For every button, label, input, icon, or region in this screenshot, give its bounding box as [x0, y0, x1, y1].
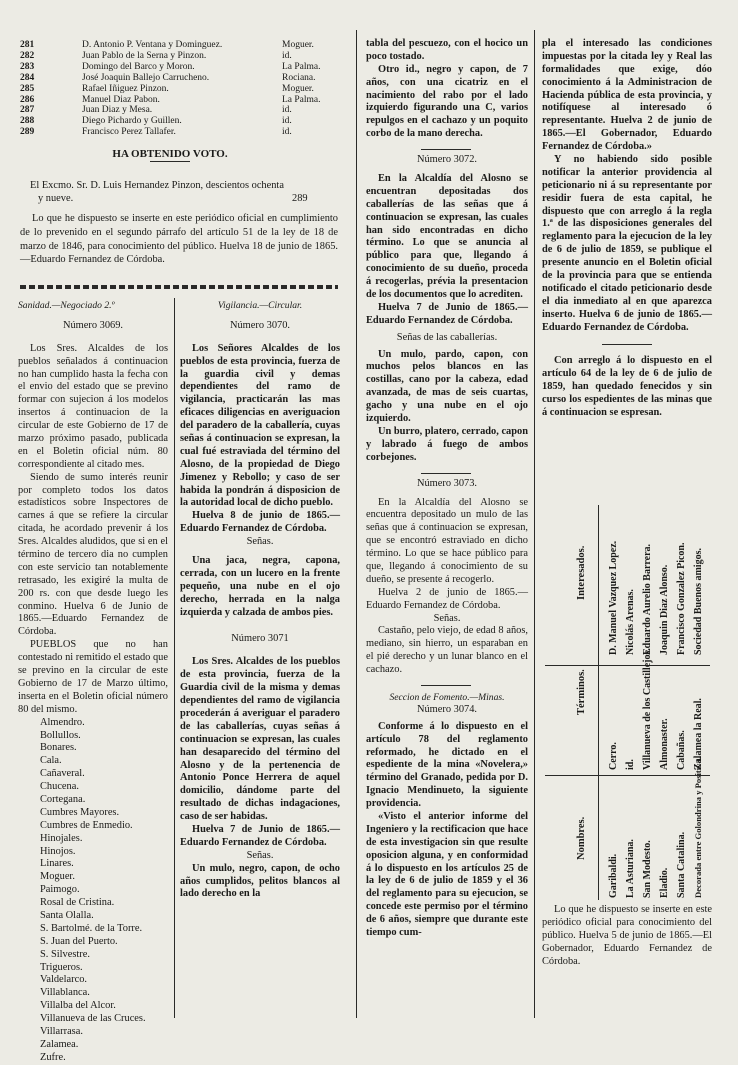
notice-paragraph: Castaño, pelo viejo, de edad 8 años, mediano, sin hierro, un esparaban en el pié derecho y un lunar blanco en el cachazo.	[366, 625, 528, 676]
list-item-name: Juan Pablo de la Serna y Pinzon.	[82, 50, 207, 61]
town-name: Santa Olalla.	[40, 909, 94, 921]
list-item-number: 287	[20, 105, 35, 116]
table-cell-interesado: Eduardo Aurelio Barrera.	[642, 543, 653, 655]
vote-line-1: El Excmo. Sr. D. Luis Hernandez Pinzon, descientos ochenta	[30, 180, 284, 191]
vote-paragraph: Lo que he dispuesto se inserte en este periódico oficial en cumplimiento de lo prevenido en el segundo párrafo del artículo 51 de la ley de 18 de marzo de 1846, para conocimiento del público. Huelva 18 de junio de 1865.—Eduardo Fernandez de Córdoba.	[20, 213, 338, 266]
list-item-town: Rociana.	[282, 72, 316, 83]
notice-paragraph: Otro id., negro y capon, de 7 años, con una cicatriz en el nacimiento del rabo por el lado izquierdo figurando una C, varios repulgos en el cachazo y un poquito corbo de la mano derecha.	[366, 63, 528, 140]
list-item	[20, 105, 320, 116]
notice-paragraph: Conforme á lo dispuesto en el artículo 78 del reglamento reformado, he dictado en el espediente de la mina «Novelera,» término del Granado, pedida por D. Ignacio Mendinueto, la siguiente providencia.	[366, 720, 528, 810]
list-item-number: 289	[20, 127, 35, 138]
town-name: S. Silvestre.	[40, 948, 90, 960]
table-cell-nombre: Eladio.	[659, 867, 670, 898]
list-item-name: Manuel Diaz Pabon.	[82, 94, 160, 105]
table-cell-nombre: Garibaldi.	[608, 853, 619, 898]
list-item-name: Diego Pichardo y Guillen.	[82, 116, 182, 127]
notice-number: Número 3071	[231, 633, 289, 645]
divider	[150, 161, 190, 162]
notice-paragraph: «Visto el anterior informe del Ingeniero y la rectificacion que hace de esta investigacion sin que resulte oposicion alguna, y en conformidad á lo dispuesto en los artículos 25 de la ley de 6 de julio de 1859 y el 36 del reglamento para su ejecucion, se concede este permiso por el término de 6 años, siempre que durante este tiempo cum-	[366, 810, 528, 938]
section-label: Sanidad.—Negociado 2.º	[18, 300, 115, 311]
notice-signature: Huelva 2 de junio de 1865.—Eduardo Fernandez de Córdoba.	[366, 586, 528, 611]
list-item-town: La Palma.	[282, 61, 321, 72]
notice-paragraph: Con arreglo á lo dispuesto en el artículo 64 de la ley de 6 de julio de 1859, han quedado fenecidos y sin curso los espedientes de las minas que á continuacion se espresan.	[542, 355, 712, 419]
senas-label: Señas.	[246, 849, 274, 861]
notice-paragraph: En la Alcaldía del Alosno se encuentran depositadas dos caballerías de las señas que á continuacion se expresan, las cuales han sido encontradas en dicho término. Lo que se anuncia al público para que, llegando á conocimiento de su dueño, proceda á recogerlas, prévia la presentacion de los documentos que lo acrediten.	[366, 173, 528, 301]
town-name: Valdelarco.	[40, 974, 88, 986]
notice-paragraph: Un mulo, pardo, capon, con muchos pelos blancos en las costillas, cano por la cabeza, edad avanzada, de mas de seis cuartas, gacho y una nube en el ojo izquierdo.	[366, 348, 528, 425]
notice-paragraph: En la Alcaldía del Alosno se encuentra depositado un mulo de las señas que á continuacion se expresan, que se encontró estraviado en dicho término. Lo que se hace público para que, llegando á conocimiento de su dueño, se presente á recogerlo.	[366, 496, 528, 585]
town-name: Paimogo.	[40, 884, 80, 896]
vote-heading: HA OBTENIDO VOTO.	[112, 148, 228, 160]
list-item	[20, 84, 320, 95]
town-name: Bonares.	[40, 742, 77, 754]
divider	[421, 685, 471, 686]
table-cell-termino: Cabañas.	[676, 730, 687, 770]
list-item-number: 283	[20, 61, 35, 72]
divider	[421, 473, 471, 474]
list-item-town: id.	[282, 127, 292, 138]
town-name: Trigueros.	[40, 961, 83, 973]
town-name: Rosal de Cristina.	[40, 897, 115, 909]
column-3	[366, 38, 528, 940]
notice-number: Número 3074.	[416, 703, 478, 715]
notice-paragraph: Un mulo, negro, capon, de ocho años cumplidos, pelitos blancos al lado derecho en la	[180, 862, 340, 900]
notice-signature: Huelva 7 de Junio de 1865.—Eduardo Fernandez de Córdoba.	[366, 301, 528, 326]
list-item-town: id.	[282, 105, 292, 116]
notice-number: Número 3070.	[229, 319, 291, 331]
town-name: Villarrasa.	[40, 1025, 83, 1037]
notice-paragraph: tabla del pescuezo, con el hocico un poco tostado.	[366, 38, 528, 62]
table-header-nombres: Nombres.	[576, 816, 587, 860]
table-cell-interesado: Nicolás Arenas.	[625, 589, 636, 655]
list-item-town: id.	[282, 50, 292, 61]
senas-label: Señas.	[246, 536, 274, 548]
column-4-footer	[542, 904, 712, 968]
list-item	[20, 73, 320, 84]
list-item-town: id.	[282, 116, 292, 127]
town-name: Villablanca.	[40, 987, 90, 999]
towns-list	[18, 717, 168, 1065]
list-item-name: Rafael Iñiguez Pinzon.	[82, 83, 169, 94]
table-header-interesados: Interesados.	[576, 545, 587, 600]
notice-paragraph: Lo que he dispuesto se inserte en este periódico oficial para conocimiento del público. Huelva 5 de junio de 1865.—El Gobernador, Eduardo Fernandez de Córdoba.	[542, 904, 712, 967]
column-rule	[534, 30, 535, 1018]
table-cell-nombre: San Modesto.	[642, 840, 653, 898]
town-name: Villanueva de las Cruces.	[40, 1013, 146, 1025]
list-item-number: 282	[20, 50, 35, 61]
list-item	[20, 127, 320, 138]
town-name: Cortegana.	[40, 793, 86, 805]
list-item-name: José Joaquin Ballejo Carrucheno.	[82, 72, 210, 83]
town-name: Chucena.	[40, 781, 79, 793]
notice-paragraph: pla el interesado las condiciones impuestas por la citada ley y Real las formalidades que exige, dóo conocimiento á la Administracion de Hacienda pública de esta provincia, y notifíquese al interesado ó representante. Huelva 2 de junio de 1865.—El Gobernador, Eduardo Fernandez de Córdoba.»	[542, 38, 712, 153]
town-name: Hinojos.	[40, 845, 76, 857]
town-name: Villalba del Alcor.	[40, 1000, 116, 1012]
list-item-name: Juan Diaz y Mesa.	[82, 105, 153, 116]
section-label: Vigilancia.—Circular.	[217, 300, 303, 311]
notice-number: Número 3069.	[62, 319, 124, 331]
town-name: Zufre.	[40, 1051, 66, 1063]
senas-label: Señas de las caballerías.	[396, 331, 498, 343]
notice-number: Número 3073.	[416, 477, 478, 489]
town-name: Cumbres de Enmedio.	[40, 819, 133, 831]
town-name: S. Juan del Puerto.	[40, 935, 118, 947]
senas-label: Señas.	[433, 612, 461, 624]
notice-signature: Huelva 8 de junio de 1865.—Eduardo Fernandez de Córdoba.	[180, 510, 340, 535]
list-item-town: La Palma.	[282, 94, 321, 105]
list-item-town: Moguer.	[282, 40, 314, 50]
column-4	[542, 38, 712, 420]
list-item	[20, 40, 320, 51]
table-cell-interesado: Joaquin Diaz Alonso.	[659, 564, 670, 655]
notice-paragraph: PUEBLOS que no han contestado ni remitido el estado que se previno en la circular de este Gobierno de 17 de Marzo último, inserta en el Boletin oficial número 80 del mismo.	[18, 639, 168, 715]
column-rule	[356, 30, 357, 1018]
column-rule	[174, 298, 175, 1018]
table-cell-termino: Villanueva de los Castillejos.	[642, 648, 653, 770]
list-item-number: 285	[20, 83, 35, 94]
notice-paragraph: Un burro, platero, cerrado, capon y labrado á fuego de ambos corbejones.	[366, 425, 528, 463]
list-item-town: Moguer.	[282, 83, 314, 94]
town-name: Bollullos.	[40, 729, 81, 741]
list-item-number: 288	[20, 116, 35, 127]
table-cell-nombre: Santa Catalina.	[676, 831, 687, 898]
table-cell-termino: Almonaster.	[659, 718, 670, 770]
table-rule	[598, 505, 599, 900]
notice-paragraph: Los Sres. Alcaldes de los pueblos de esta provincia, fuerza de la Guardia civil de la misma y demas dependientes del ramo de vigilancia procederán á averiguar el paradero de las caballerías, cuyas señas á continuacion se expresan, las cuales han desaparecido del término del Alosno y de la pertenencia de Antonio Ponce Herrera de aquel domicilio, dándome parte del resultado de dichas indagaciones, caso de ser habidas.	[180, 656, 340, 823]
ornament-divider	[20, 285, 338, 289]
town-name: Almendro.	[40, 716, 85, 728]
list-item-name: Francisco Perez Tallafer.	[82, 127, 176, 138]
town-name: Cañaveral.	[40, 768, 85, 780]
list-item	[20, 51, 320, 62]
town-name: Cumbres Mayores.	[40, 806, 120, 818]
town-name: Cala.	[40, 755, 62, 767]
town-name: Linares.	[40, 858, 74, 870]
table-cell-interesado: D. Manuel Vazquez Lopez.	[608, 540, 619, 655]
list-item-name: Domingo del Barco y Moron.	[82, 61, 195, 72]
list-item-name: D. Antonio P. Ventana y Dominguez.	[82, 40, 223, 50]
list-item	[20, 95, 320, 106]
list-item	[20, 116, 320, 127]
table-header-terminos: Términos.	[576, 669, 587, 715]
table-cell-termino: Zalamea la Real.	[693, 698, 704, 770]
table-cell-termino: id.	[625, 759, 636, 770]
town-name: S. Bartolmé. de la Torre.	[40, 922, 143, 934]
notice-signature: Huelva 7 de Junio de 1865.—Eduardo Fernandez de Córdoba.	[180, 823, 340, 848]
section-label: Seccion de Fomento.—Minas.	[389, 691, 505, 703]
divider	[602, 344, 652, 345]
notice-paragraph: Los Señores Alcaldes de los pueblos de esta provincia, fuerza de la guardia civil y demas dependientes del ramo de vigilancia, practicarán las mas eficaces diligencias en averiguacion del paradero de la caballería, cuyas señas á continuacion se expresan, la cual fué estraviada del término del Alosno, de la propiedad de Diego Jimenez y Rebollo; y caso de ser habida la pondrán á disposicion de la autoridad local de dicho pueblo.	[180, 342, 340, 509]
list-item	[20, 62, 320, 73]
table-cell-interesado: Sociedad Buenos amigos.	[693, 548, 704, 655]
list-item-number: 281	[20, 40, 35, 50]
town-name: Moguer.	[40, 871, 75, 883]
table-cell-nombre: Decorada entre Golondrina y Positiva.	[693, 757, 703, 898]
divider	[421, 149, 471, 150]
notice-paragraph: Y no habiendo sido posible notificar la anterior providencia al peticionario ni á su representante por residir fuera de esta capital, he dispuesto que con arreglo á la regla 1.ª de las disposiciones generales del reglamento para la ejecucion de la ley de 6 de julio de 1859, se publique el presente anuncio en el Boletin oficial de la provincia para que se entienda notificado el citado peticionario desde el dia inmediato al en que aparezca inserto. Huelva 6 de junio de 1865.—Eduardo Fernandez de Córdoba.	[542, 154, 712, 333]
column-1	[18, 300, 168, 1065]
table-cell-nombre: La Asturiana.	[625, 839, 636, 898]
table-cell-interesado: Francisco Gonzalez Picon.	[676, 542, 687, 655]
list-item-number: 286	[20, 94, 35, 105]
table-cell-termino: Cerro.	[608, 742, 619, 770]
notice-number: Número 3072.	[416, 154, 478, 166]
notice-paragraph: Una jaca, negra, capona, cerrada, con un lucero en la frente pequeño, una nube en el ojo derecho, herrada en la nalga izquierda y calzada de ambos pies.	[180, 555, 340, 618]
town-name: Zalamea.	[40, 1038, 79, 1050]
list-item-number: 284	[20, 72, 35, 83]
column-2	[180, 300, 340, 901]
vote-count: 289	[292, 193, 308, 204]
table-rule	[545, 665, 710, 666]
town-name: Hinojales.	[40, 832, 83, 844]
vote-line-2: y nueve.	[38, 193, 74, 204]
notice-paragraph: Siendo de sumo interés reunir por completo todos los datos estadísticos sobre Inspectores de carnes á que se refiere la circular citada, he acordado prevenir á los Sres. Alcaldes aludidos, que si en el término de tercero dia no cumplen con este servicio tan notablemente retrasado, les exigiré la multa de 200 rs. con que desde luego les conmino. Huelva 6 de Junio de 1865.—Eduardo Fernandez de Córdoba.	[18, 471, 168, 638]
notice-paragraph: Los Sres. Alcaldes de los pueblos señalados á continuacion no han cumplido hasta la fecha con el envio del estado que se previno formar con sujecion á los modelos insertos á continuacion de la circular de este Gobierno de 17 de marzo próximo pasado, publicada en el Boletin oficial núm. 80 correspondiente al citado mes.	[18, 342, 168, 470]
table-rule	[545, 775, 710, 776]
